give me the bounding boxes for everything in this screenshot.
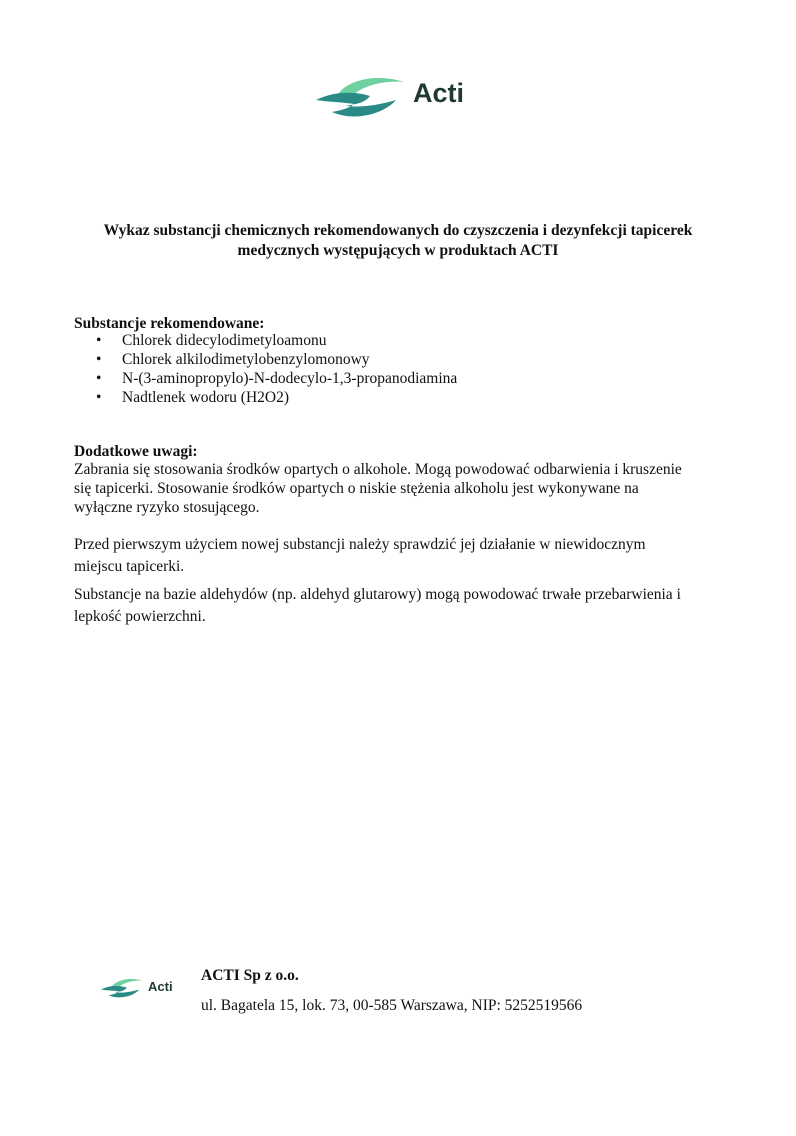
list-item: • N-(3-aminopropylo)-N-dodecylo-1,3-propanodiamina <box>96 370 458 387</box>
bullet: • <box>96 332 102 349</box>
list-item: • Chlorek alkilodimetylobenzylomonowy <box>96 351 370 368</box>
recommended-heading: Substancje rekomendowane: <box>74 315 265 332</box>
acti-logo-icon <box>314 74 410 124</box>
notes-paragraph-2: Przed pierwszym użyciem nowej substancji należy sprawdzić jej działanie w niewidocznym miejscu tapicerki. <box>74 536 646 575</box>
title-line-1: Wykaz substancji chemicznych rekomendowanych do czyszczenia i dezynfekcji tapicerek <box>103 222 693 239</box>
title-line-2: medycznych występujących w produktach ACTI <box>237 242 559 259</box>
document-title <box>60 221 736 261</box>
bullet: • <box>96 389 102 406</box>
list-item: • Nadtlenek wodoru (H2O2) <box>96 389 290 406</box>
footer-logo-icon <box>100 976 146 1002</box>
recommended-list <box>74 331 457 407</box>
brand-name: Acti <box>413 78 465 108</box>
notes-paragraph-3: Substancje na bazie aldehydów (np. aldehyd glutarowy) mogą powodować trwałe przebarwienia i lepkość powierzchni. <box>74 586 681 625</box>
acti-logo <box>314 74 474 124</box>
footer-brand-name: Acti <box>148 979 173 994</box>
list-item: • Chlorek didecylodimetyloamonu <box>96 332 327 349</box>
notes-paragraph-1: Zabrania się stosowania środków opartych o alkohole. Mogą powodować odbarwienia i kruszenie się tapicerki. Stosowanie środków opartych o niskie stężenia alkoholu jest wykonywane na wyłączne ryzyko stosującego. <box>74 461 682 516</box>
company-name: ACTI Sp z o.o. <box>201 967 299 984</box>
footer-logo <box>100 976 180 1002</box>
company-address: ul. Bagatela 15, lok. 73, 00-585 Warszawa, NIP: 5252519566 <box>201 997 583 1014</box>
bullet: • <box>96 351 102 368</box>
bullet: • <box>96 370 102 387</box>
notes-heading: Dodatkowe uwagi: <box>74 443 198 460</box>
